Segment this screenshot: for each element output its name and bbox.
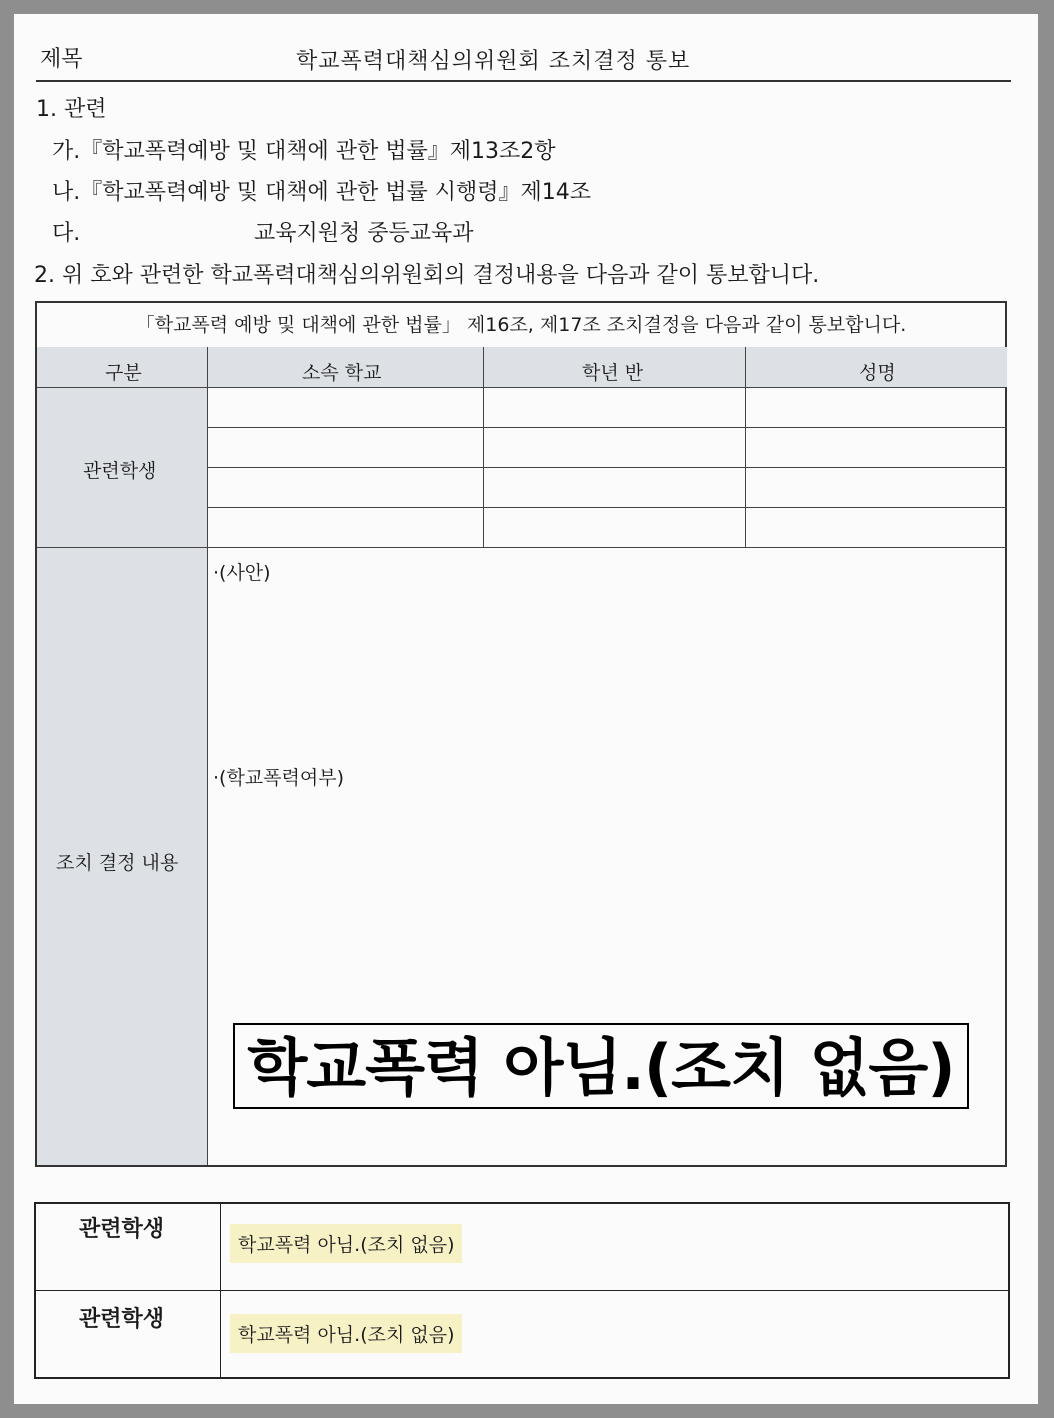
summary-row-label: 관련학생	[79, 1217, 165, 1242]
summary-row-value: 학교폭력 아님.(조치 없음)	[230, 1314, 462, 1353]
column-header-category: 구분	[105, 362, 142, 384]
divider	[36, 1290, 1008, 1291]
divider	[483, 347, 484, 547]
label-column-shade	[37, 387, 207, 1165]
column-header-school: 소속 학교	[302, 362, 382, 384]
document-title: 학교폭력대책심의위원회 조치결정 통보	[296, 49, 691, 74]
decision-stamp: 학교폭력 아님.(조치 없음)	[233, 1023, 969, 1109]
summary-row-label: 관련학생	[79, 1307, 165, 1332]
divider	[207, 467, 1007, 468]
table-notice: 「학교폭력 예방 및 대책에 관한 법률」 제16조, 제17조 조치결정을 다음과 같이 통보합니다.	[37, 303, 1005, 348]
divider	[745, 347, 746, 547]
student-grade-cell	[484, 388, 745, 427]
divider	[207, 507, 1007, 508]
case-label: ·(사안)	[213, 562, 271, 584]
document-sheet	[14, 14, 1038, 1404]
divider	[207, 347, 208, 1165]
column-header-grade-class: 학년 반	[582, 362, 644, 384]
item-1-c-prefix: 다.	[52, 221, 81, 246]
student-name-cell	[746, 388, 1007, 427]
summary-table	[34, 1202, 1010, 1379]
summary-row-value: 학교폭력 아님.(조치 없음)	[230, 1224, 462, 1263]
item-1-a: 가.『학교폭력예방 및 대책에 관한 법률』제13조2항	[52, 139, 556, 164]
student-school-cell	[208, 388, 483, 427]
item-1: 1. 관련	[36, 97, 107, 122]
title-label: 제목	[40, 47, 83, 72]
item-2: 2. 위 호와 관련한 학교폭력대책심의위원회의 결정내용을 다음과 같이 통보합니다.	[34, 263, 820, 288]
decision-content-label: 조치 결정 내용	[56, 852, 179, 874]
related-students-label: 관련학생	[83, 460, 157, 482]
decision-table	[35, 301, 1007, 1167]
column-header-name: 성명	[859, 362, 896, 384]
divider	[37, 547, 1007, 548]
item-1-c-text: 교육지원청 중등교육과	[254, 221, 474, 246]
title-row	[36, 32, 1011, 82]
item-1-b: 나.『학교폭력예방 및 대책에 관한 법률 시행령』제14조	[52, 180, 591, 205]
divider	[207, 427, 1007, 428]
violence-status-label: ·(학교폭력여부)	[213, 767, 344, 789]
